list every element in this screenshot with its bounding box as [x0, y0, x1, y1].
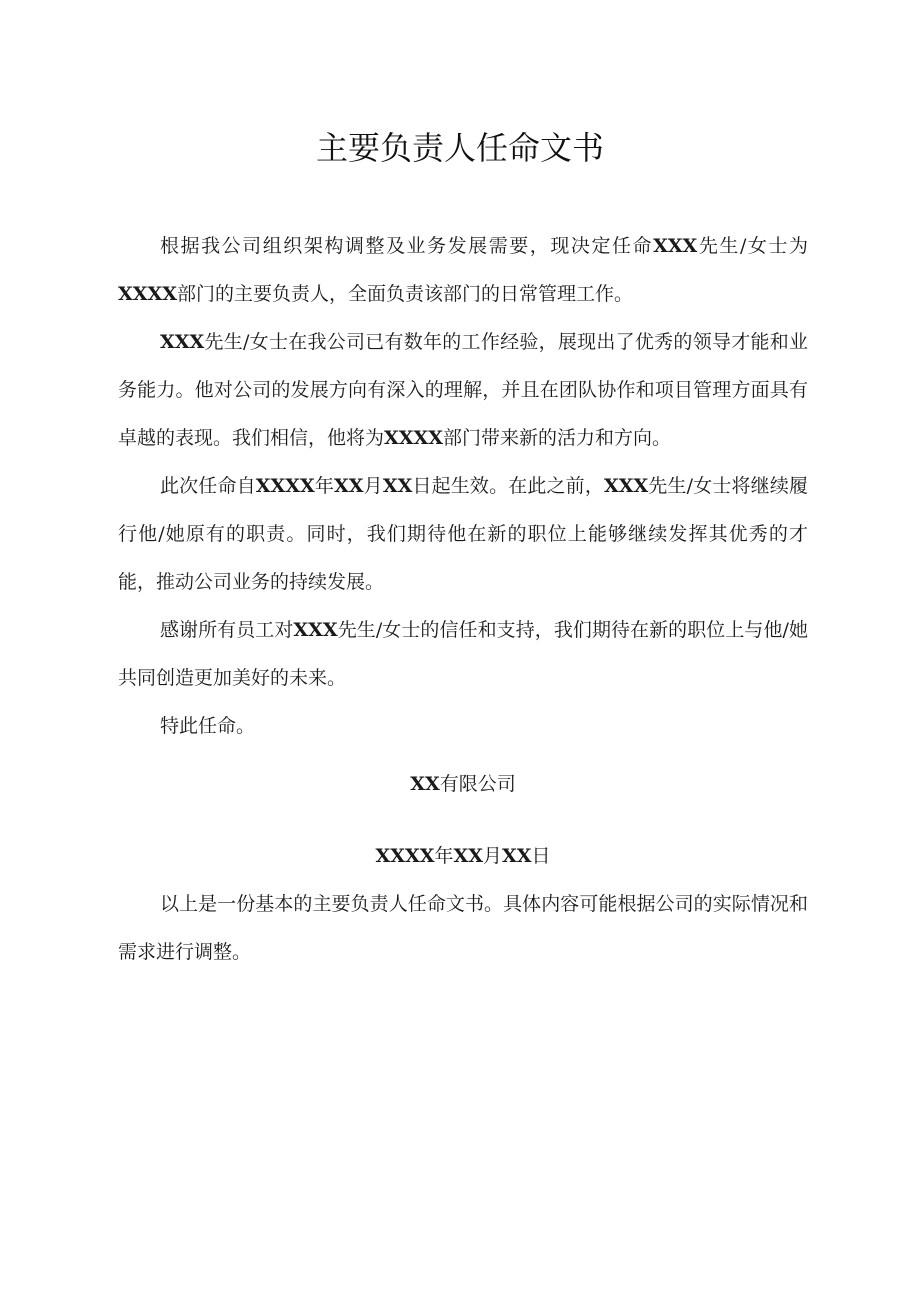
placeholder-day: XX [501, 845, 532, 867]
document-body [118, 222, 808, 976]
text-run: 先生/女士为 [697, 235, 808, 257]
text-run: 根据我公司组织架构调整及业务发展需要，现决定任命 [160, 235, 654, 257]
company-signature [118, 760, 808, 808]
placeholder-year: XXXX [255, 475, 315, 497]
text-run: 先生/女士的信任和支持，我们期待在新的职位上与他/她共同创造更加美好的未来。 [118, 619, 808, 689]
placeholder-company: XX [410, 773, 440, 795]
text-run: 月 [363, 475, 383, 497]
placeholder-name: XXX [653, 235, 698, 257]
text-run: 年 [314, 475, 335, 497]
placeholder-month: XX [453, 845, 483, 867]
paragraph-closing-note [118, 880, 808, 976]
document-title: 主要负责人任命文书 [315, 129, 604, 167]
paragraph-effective-date [118, 462, 808, 606]
paragraph-appointment [118, 222, 808, 318]
placeholder-department: XXXX [118, 283, 177, 305]
text-run: 日 [531, 845, 551, 867]
text-run: 有限公司 [439, 773, 516, 795]
text-run: 此次任命自 [160, 475, 256, 497]
text-run: 先生/女士将继续履行他/她原有的职责。同时，我们期待他在新的职位上能够继续发挥其优秀的才能，推动公司业务的持续发展。 [118, 475, 808, 593]
paragraph-thanks [118, 606, 808, 702]
placeholder-name: XXX [603, 475, 649, 497]
text-run: 年 [434, 845, 454, 867]
signature-date [118, 832, 808, 880]
text-run: 部门的主要负责人，全面负责该部门的日常管理工作。 [176, 283, 633, 305]
placeholder-day: XX [382, 475, 413, 497]
placeholder-department: XXXX [384, 427, 443, 449]
placeholder-name: XXX [293, 619, 338, 641]
text-run: 日起生效。在此之前， [412, 475, 604, 497]
text-run: 先生/女士在我公司已有数年的工作经验，展现出了优秀的领导才能和业务能力。他对公司的发展方向有深入的理解，并且在团队协作和项目管理方面具有卓越的表现。我们相信，他将为 [118, 331, 808, 449]
placeholder-name: XXX [160, 331, 205, 353]
placeholder-year: XXXX [375, 845, 435, 867]
paragraph-hereby [118, 702, 808, 750]
paragraph-experience [118, 318, 808, 462]
text-run: 部门带来新的活力和方向。 [442, 427, 671, 449]
placeholder-month: XX [334, 475, 364, 497]
text-run: 月 [482, 845, 502, 867]
text-run: 感谢所有员工对 [160, 619, 294, 641]
text-run: 以上是一份基本的主要负责人任命文书。具体内容可能根据公司的实际情况和需求进行调整。 [118, 893, 808, 963]
text-run: 特此任命。 [160, 715, 256, 737]
